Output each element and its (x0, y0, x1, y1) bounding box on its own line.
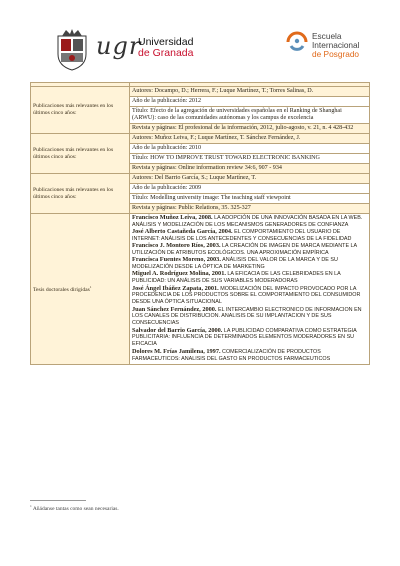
thesis-item (132, 286, 367, 307)
thesis-author: Juan Sánchez Fernández, 2000. (132, 305, 217, 313)
thesis-title: LA ADOPCIÓN DE UNA INNOVACIÓN BASADA EN LA WEB. ANÁLISIS Y MODELIZACIÓN DE LOS MECANISMOS GENERADORES DE CONFIANZA (132, 215, 363, 228)
thesis-title: MODELIZACIÓN DEL IMPACTO PROVOCADO POR LA PROCEDENCIA DE LOS PRODUCTOS SOBRE EL COMPORTAMIENTO DEL CONSUMIDOR DESDE UNA ÓPTICA SITUACIONAL (132, 285, 361, 306)
publications-label: Publicaciones más relevantes en los últimos cinco años: (31, 174, 130, 214)
publication-title: Título: Modelling university image: The teaching staff viewpoint (130, 194, 370, 204)
thesis-title: LA EFICACIA DE LAS CELEBRIDADES EN LA PUBLICIDAD: UN ANÁLISIS DE SUS VARIABLES MODERADORAS (132, 271, 341, 285)
publication-row (31, 134, 370, 144)
university-name (138, 37, 193, 59)
publication-journal: Revista y páginas: El profesional de la información, 2012, julio-agosto, v. 21, n. 4 428-432 (130, 124, 370, 134)
ugr-wordmark: ugr (96, 32, 142, 60)
crest-icon (52, 28, 92, 72)
thesis-item (132, 349, 367, 363)
publications-label: Publicaciones más relevantes en los últimos cinco años: (31, 134, 130, 174)
publication-authors: Autores: Del Barrio García, S.; Luque Martínez, T. (130, 174, 370, 184)
thesis-item (132, 307, 367, 328)
thesis-title: EL COMPORTAMIENTO DEL USUARIO DE INTERNET: ANÁLISIS DE LOS ANTECEDENTES Y CONSECUENCIAS DE LA FIDELIDAD (132, 229, 352, 243)
publication-year: Año de la publicación: 2010 (130, 144, 370, 154)
thesis-title: LA CREACIÓN DE IMAGEN DE MARCA MEDIANTE LA UTILIZACIÓN DE ATRIBUTOS ECOLÓGICOS. UNA APROXIMACIÓN EMPÍRICA (132, 243, 357, 257)
cv-table (30, 82, 370, 365)
publication-title: Título: HOW TO IMPROVE TRUST TOWARD ELECTRONIC BANKING (130, 154, 370, 164)
thesis-item (132, 328, 367, 349)
thesis-title: COMERCIALIZACIÓN DE PRODUCTOS FARMACEUTICOS: ANALISIS DEL GASTO EN PRODUCTOS FARMACEUTICOS (132, 348, 331, 362)
graduate-school-line3: de Posgrado (312, 48, 360, 59)
thesis-author: Dolores M. Frías Jamilena, 1997. (132, 347, 221, 355)
thesis-title: ANÁLISIS DEL VALOR DE LA MARCA Y DE SU MODELIZACIÓN DESDE LA ÓPTICA DE MARKETING (132, 257, 338, 271)
theses-label (31, 214, 130, 365)
thesis-item (132, 243, 367, 257)
thesis-title: EL INTERCAMBIO ELECTRONICO DE INFORMACION EN LOS CANALES DE DISTRIBUCION. ANALISIS DE SU IMPLANTACION Y DE SUS CONSECUENCIAS (132, 306, 362, 327)
thesis-item (132, 215, 367, 229)
university-name-line1: Universidad (138, 36, 194, 48)
university-name-line2: de Granada (138, 47, 194, 59)
footnote-ref: 1 (89, 285, 92, 290)
thesis-author: Francisco J. Montoro Ríos, 2003. (132, 242, 221, 250)
publication-title: Título: Efecto de la agregación de universidades españolas en el Ranking de Shanghai (ARWU): caso de las comunidades autónomas y los campus de excelencia (130, 107, 370, 124)
thesis-author: Miguel A. Rodríguez Molina, 2001. (132, 270, 226, 278)
publication-row (31, 87, 370, 97)
graduate-school-mark-icon (286, 30, 308, 52)
publication-row (31, 174, 370, 184)
publication-journal: Revista y páginas: Public Relations, 35. 325-327 (130, 204, 370, 214)
university-logo (52, 28, 194, 74)
footnote-text: Añádanse tantas como sean necesarias. (31, 505, 119, 512)
thesis-item (132, 229, 367, 243)
graduate-school-name (312, 32, 360, 58)
theses-list (130, 214, 370, 365)
graduate-school-line1: Escuela (312, 31, 342, 41)
thesis-item (132, 271, 367, 285)
footnote-divider (30, 500, 86, 501)
thesis-author: José Ángel Ibáñez Zapata, 2001. (132, 284, 219, 292)
thesis-author: Salvador del Barrio García, 2000. (132, 326, 223, 334)
theses-row (31, 214, 370, 365)
publication-year: Año de la publicación: 2009 (130, 184, 370, 194)
theses-label-text: Tesis doctorales dirigidas (33, 286, 90, 293)
footnote (30, 504, 119, 512)
publication-journal: Revista y páginas: Online information review 34:6, 907 - 934 (130, 164, 370, 174)
thesis-author: Francisca Fuentes Moreno, 2003. (132, 256, 221, 264)
thesis-author: José Alberto Castañeda García, 2004. (132, 228, 233, 236)
graduate-school-line2: Internacional (312, 39, 360, 50)
publication-authors: Autores: Muñoz Leiva, F.; Luque Martínez, T. Sánchez Fernández, J. (130, 134, 370, 144)
publication-year: Año de la publicación: 2012 (130, 97, 370, 107)
thesis-author: Francisco Muñoz Leiva, 2008. (132, 214, 213, 221)
publications-label: Publicaciones más relevantes en los últimos cinco años: (31, 87, 130, 134)
thesis-title: LA PUBLICIDAD COMPARATIVA COMO ESTRATEGIA PUBLICITARIA: INFLUENCIA DE DETERMINADOS ELEMENTOS MODERADORES EN SU EFICACIA (132, 327, 357, 348)
publication-authors: Autores: Docampo, D.; Herrera, F.; Luque Martínez, T.; Torres Salinas, D. (130, 87, 370, 97)
thesis-item (132, 257, 367, 271)
footnote-number: 1 (30, 504, 32, 508)
graduate-school-logo (286, 30, 366, 74)
